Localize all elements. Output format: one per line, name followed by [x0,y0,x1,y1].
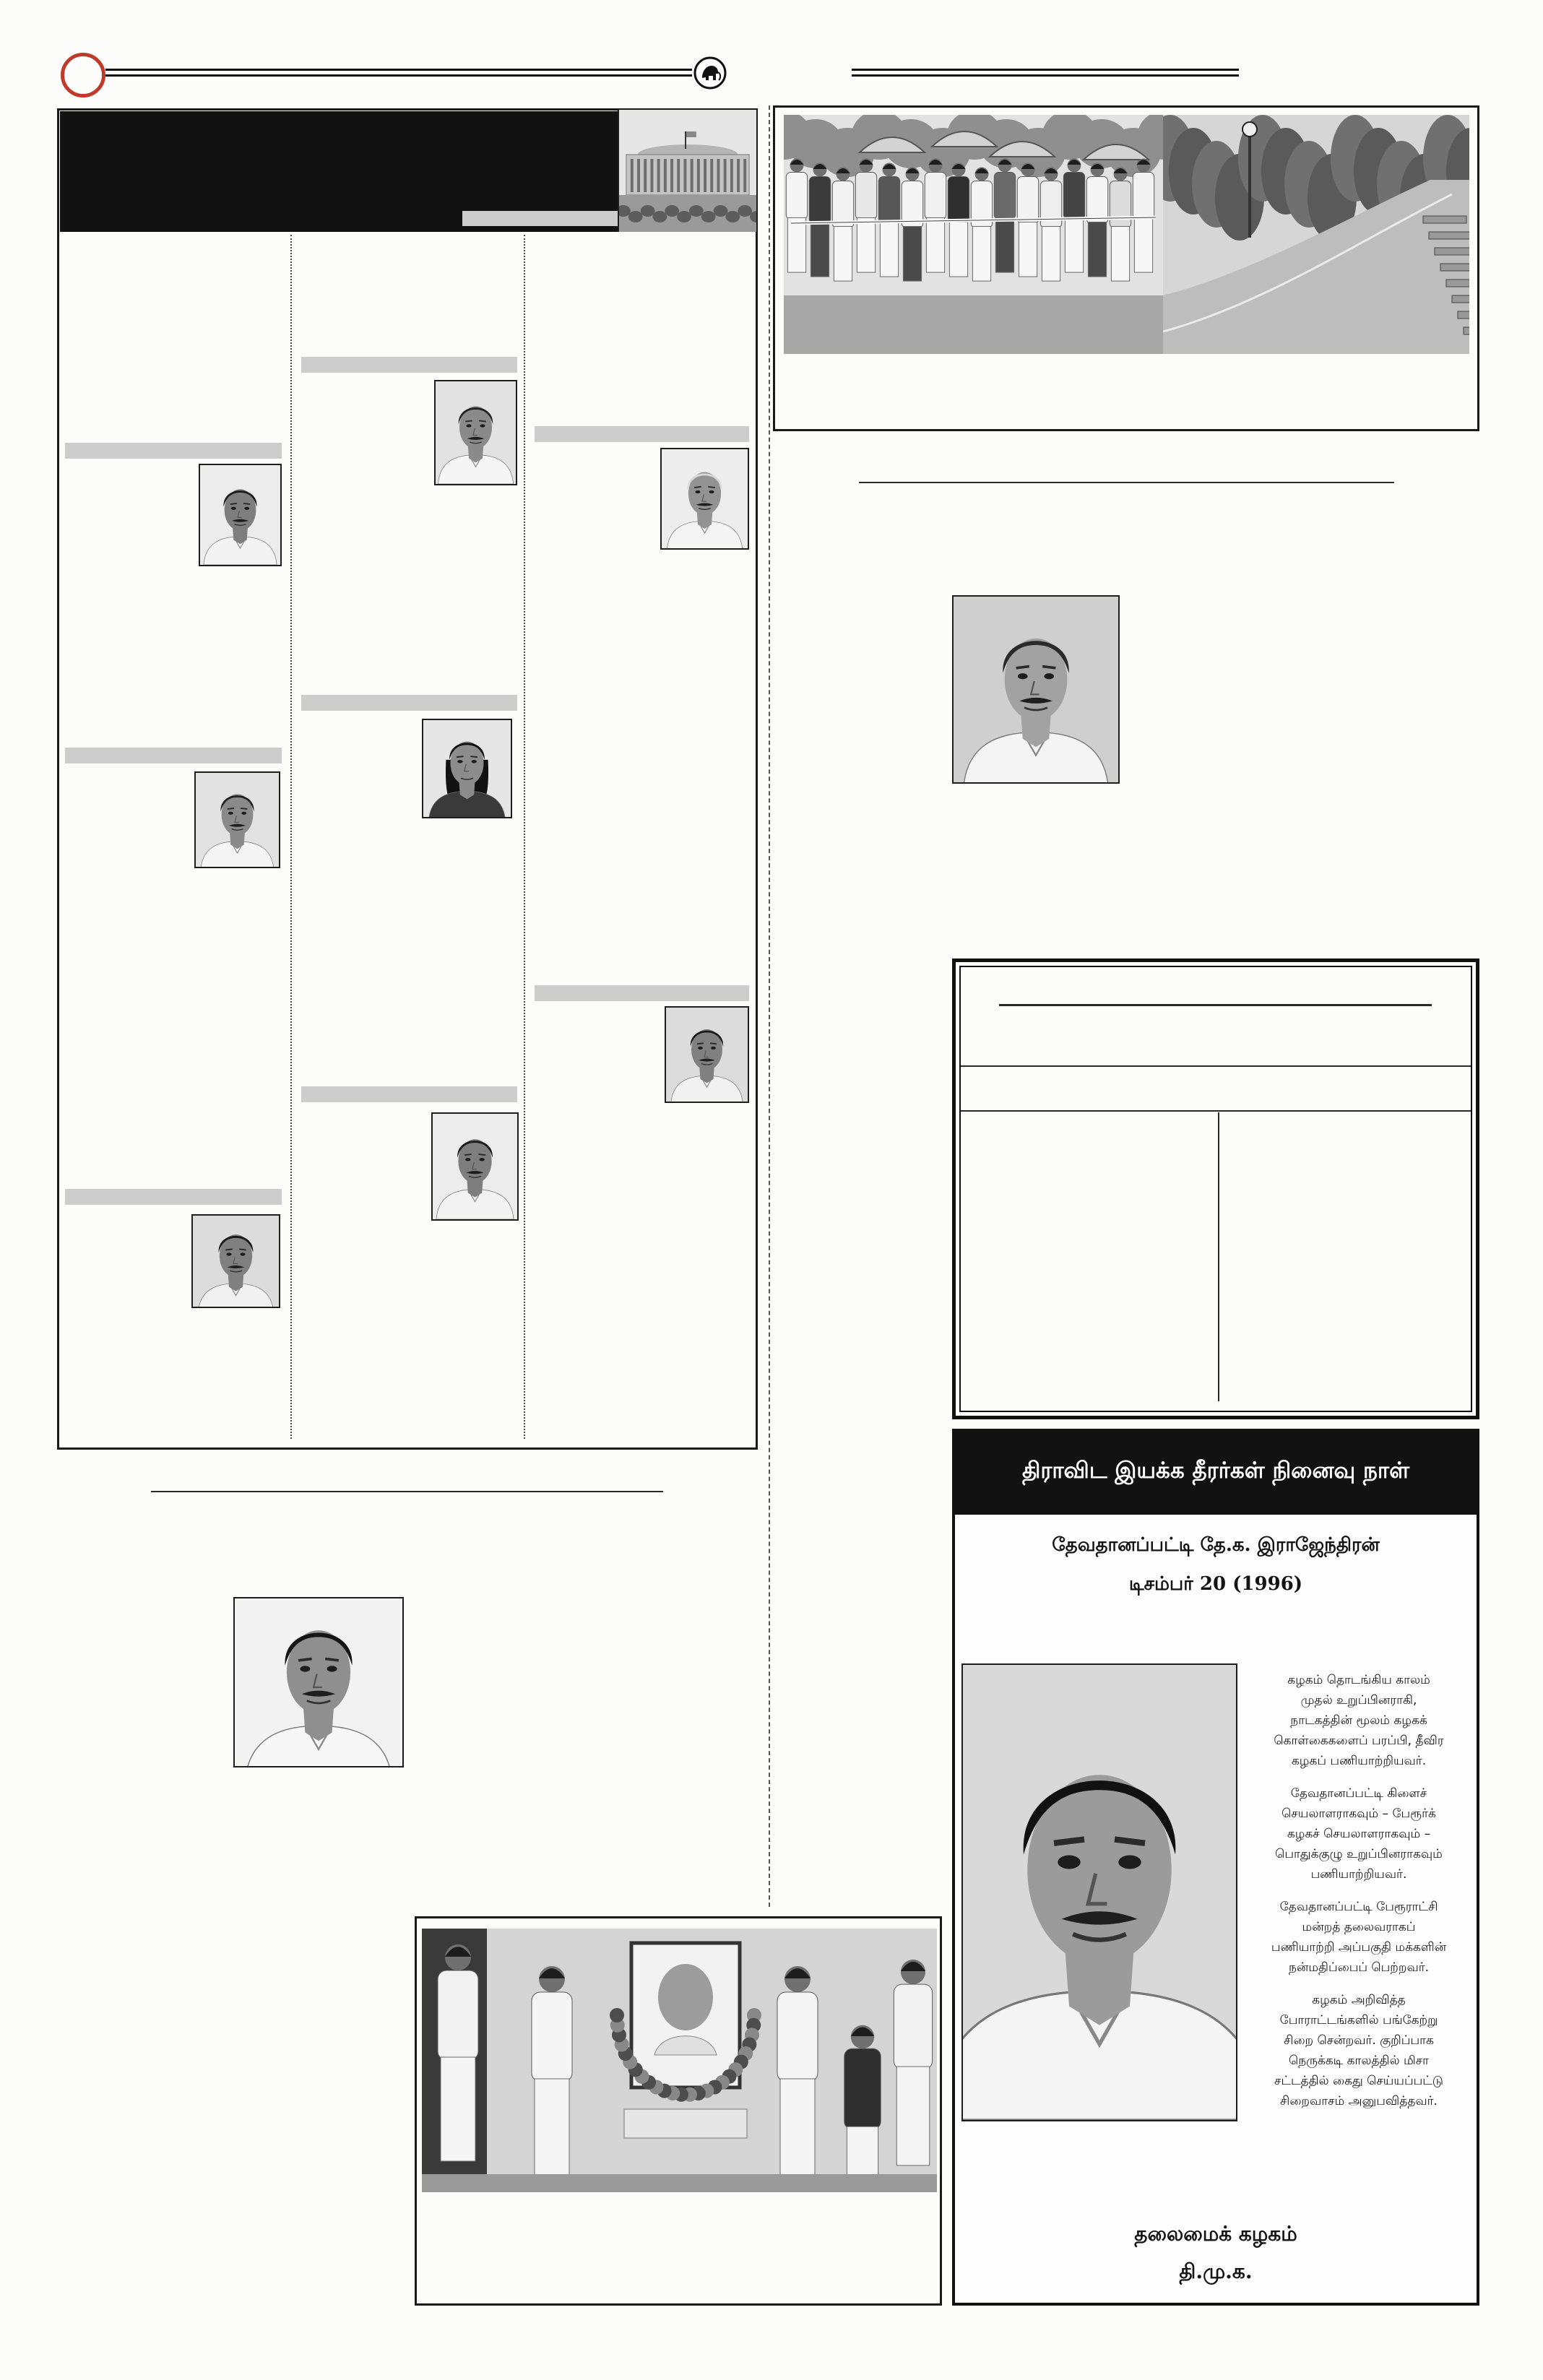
biography-line: நன்மதிப்பைப் பெற்றவர். [1288,1960,1430,1975]
biography-line: சிறைவாசம் அனுபவித்தவர். [1280,2094,1438,2108]
header-rule-right [852,69,1239,77]
member-portrait-photo [199,464,282,566]
minister-portrait-photo [233,1597,404,1767]
biography-paragraph [1242,1897,1475,1978]
biography-line: கழகம் தொடங்கிய காலம் [1287,1673,1430,1687]
biography-line: கழகச் செயலாளராகவும் – [1287,1827,1431,1841]
member-portrait-photo [660,448,749,550]
member-portrait-photo [431,1112,519,1221]
memorial-person-name: தேவதானப்பட்டி தே.க. இராஜேந்திரன் [1052,1534,1380,1556]
column-separator [290,235,292,1439]
biography-line: தேவதானப்பட்டி கிளைச் [1290,1786,1427,1801]
biography-line: கழகப் பணியாற்றியவர். [1291,1754,1427,1768]
ribbon-cutting-photo [784,115,1163,354]
biography-line: கழகம் அறிவித்த [1312,1993,1406,2007]
biography-paragraph [1242,1990,1475,2111]
subhead-bar [65,443,282,459]
biography-line: செயலாளராகவும் – பேரூர்க் [1281,1806,1436,1821]
notice-column-divider [1218,1112,1219,1401]
member-portrait-photo [665,1006,749,1103]
biography-line: முதல் உறுப்பினராகி, [1300,1693,1417,1708]
floral-tribute-photo [422,1929,937,2192]
parliament-photo [618,110,756,232]
biography-line: போராட்டங்களில் பங்கேற்று [1279,2013,1438,2028]
headline-rule [859,482,1394,483]
biography-line: தேவதானப்பட்டி பேரூராட்சி [1279,1900,1438,1914]
subhead-bar [65,1189,282,1205]
member-portrait-photo [422,719,512,818]
memorial-footer-organisation: தலைமைக் கழகம் [1134,2222,1297,2246]
notice-divider [961,1110,1471,1112]
feature-headline-tag [462,211,618,226]
biography-line: சிறை சென்றவர். குறிப்பாக [1284,2033,1434,2048]
biography-line: கொள்கைகளைப் பரப்பி, தீவிர [1274,1734,1444,1748]
subhead-bar [301,1086,517,1102]
memorial-footer-party: தி.மு.க. [1179,2259,1253,2283]
circle-logo-icon [61,53,105,98]
memorial-biography [1242,1670,1475,2125]
member-portrait-photo [434,380,517,485]
notice-divider [961,1065,1471,1067]
headline-rule [151,1491,663,1492]
memorial-title: திராவிட இயக்க தீரர்கள் நினைவு நாள் [952,1429,1479,1515]
subhead-bar [535,985,749,1001]
biography-line: பணியாற்றி அப்பகுதி மக்களின் [1271,1940,1447,1955]
page-column-divider [769,105,770,1907]
road-photo [1163,115,1469,354]
member-portrait-photo [194,771,280,868]
biography-paragraph [1242,1783,1475,1884]
subhead-bar [65,748,282,763]
member-portrait-photo [191,1214,280,1308]
biography-line: பொதுக்குழு உறுப்பினராகவும் [1275,1847,1443,1861]
biography-line: நாடகத்தின் மூலம் கழகக் [1290,1713,1427,1728]
subhead-bar [535,426,749,442]
emblem-icon [692,55,728,91]
column-separator [524,235,525,1439]
memorial-date: டிசம்பர் 20 (1996) [1128,1573,1303,1595]
parliament-feature-box [57,108,758,1450]
biography-line: மன்றத் தலைவராகப் [1302,1920,1416,1934]
biography-paragraph [1242,1670,1475,1771]
biography-line: நெருக்கடி காலத்தில் மிசா [1289,2054,1429,2068]
biography-line: சட்டத்தில் கைது செய்யப்பட்டு [1274,2074,1443,2088]
notice-box-inner-frame [959,966,1472,1412]
subhead-bar [301,357,517,373]
biography-line: பணியாற்றியவர். [1310,1867,1407,1882]
leader-portrait-photo [952,595,1120,784]
header-rule-left [105,69,692,77]
memorial-portrait-photo [961,1663,1237,2121]
notice-title-rule [999,1004,1432,1006]
subhead-bar [301,695,517,711]
